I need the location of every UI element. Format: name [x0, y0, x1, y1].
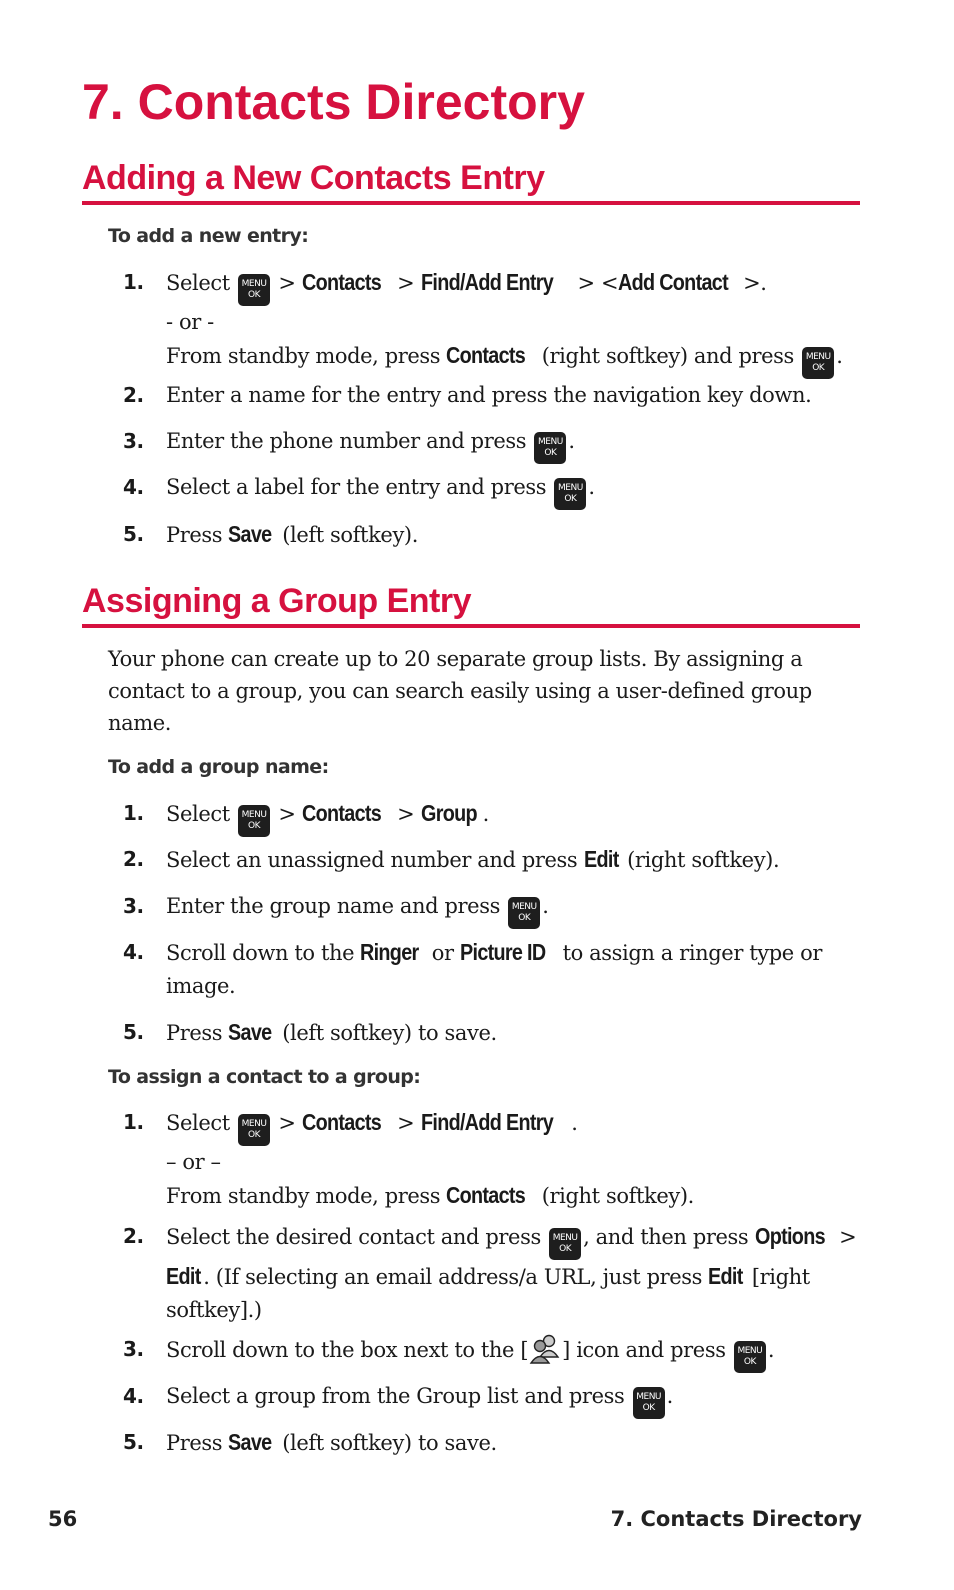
add-contact-label: Add Contact — [618, 269, 729, 295]
edit-softkey-label: Edit — [708, 1263, 743, 1289]
add-entry-step-3: 3. Enter the phone number and press MENU OK . — [123, 425, 858, 464]
assign-step-4: 4. Select a group from the Group list and press MENU OK . — [123, 1380, 858, 1419]
menu-ok-key-icon: MENU OK — [549, 1228, 581, 1260]
save-softkey-label: Save — [228, 1019, 272, 1045]
group-intro-paragraph: Your phone can create up to 20 separate group lists. By assigning a contact to a group, you can search easily using a user-defined group name. — [108, 647, 812, 735]
group-people-icon — [528, 1333, 562, 1365]
group-name-step-5: 5. Press Save (left softkey) to save. — [123, 1016, 858, 1050]
step-number: 4. — [123, 940, 144, 964]
footer-chapter-title: 7. Contacts Directory — [610, 1507, 862, 1531]
find-add-entry-label: Find/Add Entry — [420, 1109, 553, 1135]
step-text: Select a label for the entry and press — [166, 475, 547, 499]
contacts-menu-label: Contacts — [301, 800, 381, 826]
menu-ok-key-icon: MENU OK — [238, 274, 270, 306]
menu-ok-key-icon: MENU OK — [554, 478, 586, 510]
group-name-step-2: 2. Select an unassigned number and press Edit (right softkey). — [123, 843, 858, 877]
save-softkey-label: Save — [228, 521, 272, 547]
contacts-softkey-label: Contacts — [446, 1182, 526, 1208]
or-separator: - or - — [166, 310, 214, 334]
menu-ok-key-icon: MENU OK — [534, 432, 566, 464]
menu-ok-key-icon: MENU OK — [508, 897, 540, 929]
picture-id-label: Picture ID — [459, 939, 546, 965]
assign-step-1: 1. Select MENU OK > Contacts > Find/Add Entry . – or – From standby mode, press Contacts (right softkey). — [123, 1106, 858, 1213]
step-text: Enter a name for the entry and press the navigation key down. — [166, 383, 812, 407]
group-name-step-3: 3. Enter the group name and press MENU OK . — [123, 890, 858, 929]
step-number: 4. — [123, 475, 144, 499]
step-number: 1. — [123, 270, 144, 294]
menu-ok-key-icon: MENU OK — [633, 1387, 665, 1419]
assign-step-2: 2. Select the desired contact and press MENU OK , and then press Options > Edit . (If selecting an email address/a URL, just press Edit [right softkey].) — [123, 1220, 858, 1327]
step-number: 2. — [123, 1224, 144, 1248]
add-entry-step-5: 5. Press Save (left softkey). — [123, 518, 858, 552]
alternate-instruction: From standby mode, press Contacts (right softkey). — [166, 1179, 858, 1213]
group-name-step-4: 4. Scroll down to the Ringer or Picture ID to assign a ringer type or image. — [123, 936, 858, 1003]
step-number: 3. — [123, 894, 144, 918]
menu-ok-key-icon: MENU OK — [734, 1341, 766, 1373]
assign-step-3: 3. Scroll down to the box next to the [ ] icon and press MENU OK . — [123, 1333, 858, 1373]
assign-step-5: 5. Press Save (left softkey) to save. — [123, 1426, 858, 1460]
menu-ok-key-icon: MENU OK — [802, 347, 834, 379]
step-number: 3. — [123, 1337, 144, 1361]
section-title-assigning-group: Assigning a Group Entry — [82, 579, 860, 628]
contacts-menu-label: Contacts — [301, 269, 381, 295]
step-text: Enter the phone number and press — [166, 429, 527, 453]
page-title: 7. Contacts Directory — [82, 74, 585, 130]
menu-ok-key-icon: MENU OK — [238, 805, 270, 837]
step-text: > — [278, 271, 296, 295]
menu-ok-key-icon: MENU OK — [238, 1114, 270, 1146]
options-softkey-label: Options — [754, 1223, 825, 1249]
section-title-adding-entry: Adding a New Contacts Entry — [82, 156, 860, 205]
step-text: > — [397, 271, 415, 295]
find-add-entry-label: Find/Add Entry — [420, 269, 553, 295]
add-entry-step-1 — [123, 266, 858, 379]
step-number: 4. — [123, 1384, 144, 1408]
contacts-softkey-label: Contacts — [446, 342, 526, 368]
step-text: > < — [577, 271, 619, 295]
ringer-label: Ringer — [360, 939, 419, 965]
step-text: >. — [743, 271, 767, 295]
group-menu-label: Group — [420, 800, 477, 826]
step-number: 2. — [123, 383, 144, 407]
step-number: 1. — [123, 801, 144, 825]
step-number: 5. — [123, 522, 144, 546]
edit-softkey-label: Edit — [583, 846, 619, 872]
footer-page-number: 56 — [48, 1507, 78, 1531]
step-number: 2. — [123, 847, 144, 871]
subhead-add-new-entry: To add a new entry: — [108, 225, 309, 247]
group-name-step-1: 1. Select MENU OK > Contacts > Group . — [123, 797, 858, 837]
step-number: 3. — [123, 429, 144, 453]
step-number: 1. — [123, 1110, 144, 1134]
step-text: Select — [166, 271, 230, 295]
subhead-assign-contact: To assign a contact to a group: — [108, 1066, 421, 1088]
add-entry-step-2 — [123, 379, 858, 412]
step-number: 5. — [123, 1430, 144, 1454]
alternate-instruction: From standby mode, press Contacts (right softkey) and press MENU OK . — [166, 339, 858, 379]
contacts-menu-label: Contacts — [301, 1109, 381, 1135]
subhead-add-group-name: To add a group name: — [108, 756, 329, 778]
step-number: 5. — [123, 1020, 144, 1044]
edit-menu-label: Edit — [166, 1263, 201, 1289]
add-entry-step-4: 4. Select a label for the entry and press MENU OK . — [123, 471, 858, 510]
save-softkey-label: Save — [228, 1429, 272, 1455]
or-separator: – or – — [166, 1150, 221, 1174]
